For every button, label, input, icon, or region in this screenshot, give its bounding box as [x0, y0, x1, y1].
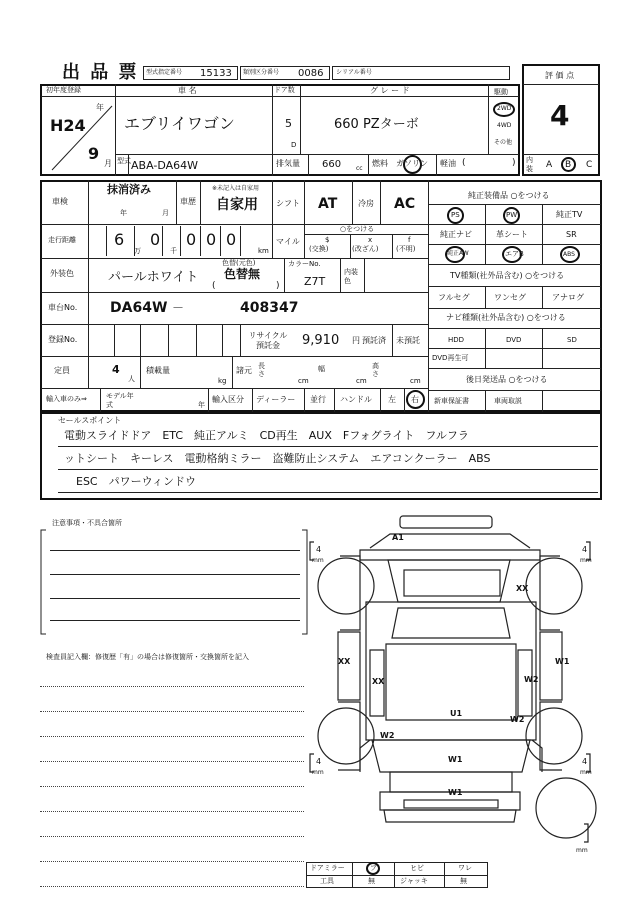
damage-mark-rear-gate: W1 [448, 755, 463, 764]
mileage-modified-mark: x [368, 236, 373, 244]
navi-sd: SD [567, 336, 577, 344]
mileage-digit-1: 6 [114, 230, 125, 249]
eq-pw: PW [506, 211, 518, 219]
interior-a: A [546, 160, 553, 170]
drive-other: その他 [494, 139, 513, 146]
ac-value: AC [394, 196, 416, 212]
navi-title: ナビ種類(社外品含む) ○をつける [446, 313, 566, 322]
model-value: ABA-DA64W [131, 159, 198, 172]
import-type-label: 輸入区分 [212, 395, 244, 404]
damage-mark-left-front-door: XX [338, 657, 351, 666]
mileage-circle-note: ○をつける [340, 225, 375, 233]
seating-label: 定員 [54, 366, 70, 375]
mileage-exchange-mark: $ [325, 236, 330, 244]
category-value: 0086 [298, 68, 324, 79]
tire-rear-left-unit: mm [312, 769, 324, 776]
mileage-exchange-label: (交換) [309, 245, 329, 253]
later-manual: 車両取説 [494, 397, 522, 405]
table-tool-value: 無 [368, 877, 375, 885]
grade-value: 660 PZターボ [334, 117, 419, 132]
mileage-digit-4: 0 [206, 230, 217, 249]
sales-points-line-3: ESC パワーウィンドウ [76, 475, 196, 488]
recycle-label: リサイクル預託金 [248, 331, 288, 350]
mileage-unknown-mark: f [408, 236, 411, 244]
model-designation-label: 型式指定番号 [146, 69, 183, 76]
caution-brackets [40, 528, 310, 640]
mileage-sen-unit: 千 [170, 247, 177, 255]
grade-score-value: 4 [550, 99, 570, 132]
eq-aw: 純正AW [447, 250, 469, 257]
seating-unit: 人 [128, 375, 135, 383]
repaint-value: 色替無 [224, 267, 261, 281]
later-warranty: 新車保証書 [434, 397, 469, 405]
damage-mark-left-rear: W2 [380, 731, 395, 740]
import-year-unit: 年 [198, 401, 205, 409]
table-jack-value: 無 [460, 877, 467, 885]
navi-hdd: HDD [448, 336, 465, 344]
month-unit: 月 [104, 159, 112, 168]
recycle-not-deposited: 未預託 [396, 336, 420, 345]
damage-mark-front-bumper: A1 [392, 533, 404, 542]
eq-ps: PS [451, 211, 460, 219]
model-year-label: モデル年式 [106, 392, 134, 409]
caution-label: 注意事項・不具合箇所 [52, 519, 122, 527]
damage-mark-right-front: XX [516, 584, 529, 593]
navi-dvd: DVD [506, 336, 522, 344]
fuel-paren-open: ( [462, 158, 466, 168]
chassis-number: 408347 [240, 300, 299, 316]
model-label: 型式 [117, 157, 131, 165]
inspection-year-unit: 年 [120, 209, 127, 217]
chassis-dash: － [172, 301, 185, 315]
interior-b: B [565, 160, 572, 170]
table-tool-label: 工具 [320, 877, 334, 885]
drive-label: 駆動 [494, 88, 508, 96]
length-label: 長さ [258, 362, 265, 378]
repaint-paren-open: ( [212, 281, 216, 291]
inspector-label: 検査員記入欄：修復歴「有」の場合は修復箇所・交換箇所を記入 [46, 653, 249, 661]
tire-front-left-value: 4 [316, 545, 322, 554]
sales-points-line-2: ットシート キーレス 電動格納ミラー 盗難防止システム エアコンクーラー ABS [64, 452, 491, 465]
first-reg-month: 9 [88, 144, 100, 163]
mileage-unknown-label: (不明) [396, 245, 416, 253]
first-reg-era: H24 [50, 116, 86, 135]
eq-tv: 純正TV [556, 210, 583, 219]
serial-label: シリアル番号 [336, 69, 372, 76]
displacement-value: 660 [322, 159, 342, 170]
mileage-mile-label: マイル [276, 237, 300, 246]
history-label: 車歴 [180, 197, 196, 206]
history-value: 自家用 [216, 197, 258, 213]
handle-right: 右 [411, 395, 419, 404]
ac-label: 冷房 [358, 199, 374, 208]
color-no-value: Z7T [304, 275, 326, 288]
shift-value: AT [318, 196, 338, 212]
drive-4wd: 4WD [497, 122, 512, 129]
displacement-label: 排気量 [276, 159, 300, 168]
repaint-paren-close: ) [276, 281, 280, 291]
mileage-digit-2: 0 [150, 230, 161, 249]
fuel-label: 燃料 [372, 159, 388, 168]
interior-c: C [586, 160, 593, 170]
damage-mark-right-rear: W2 [510, 715, 525, 724]
grade-label: グ レ ー ド [370, 86, 410, 95]
tire-front-right-value: 4 [582, 545, 588, 554]
inspection-value: 抹消済み [107, 183, 151, 196]
tv-title: TV種類(社外品含む) ○をつける [450, 271, 565, 280]
damage-mark-right-door: W1 [555, 657, 570, 666]
tv-oneseg: ワンセグ [494, 293, 526, 302]
category-label: 類別区分番号 [243, 69, 280, 76]
damage-mark-roof: XX [372, 677, 385, 686]
table-break-label: ワレ [458, 864, 472, 872]
grade-score-label: 評 価 点 [545, 71, 575, 80]
fuel-light-oil: 軽油 [440, 159, 456, 168]
color-no-label: カラーNo. [288, 260, 321, 268]
inspection-label: 車検 [52, 197, 68, 206]
car-name-label: 車 名 [178, 86, 197, 95]
sheet-title: 出 品 票 [62, 62, 139, 83]
exterior-color-label: 外装色 [50, 269, 74, 278]
table-mirror-type: ブ [370, 864, 377, 872]
interior-color-label: 内装色 [344, 268, 358, 285]
fuel-value: ガソリン [396, 159, 428, 168]
chassis-label: 車台No. [48, 303, 78, 312]
width-unit: cm [356, 377, 367, 385]
fuel-gasoline-circle [403, 155, 422, 174]
tire-front-right-unit: mm [580, 557, 592, 564]
mileage-man-unit: 万 [134, 247, 141, 255]
tire-rear-right-value: 4 [582, 757, 588, 766]
displacement-unit: cc [356, 165, 363, 172]
interior-label: 内装 [526, 156, 533, 173]
tire-spare-unit: mm [576, 847, 588, 854]
doors-value: 5 [285, 117, 292, 130]
drive-2wd: 2WD [497, 105, 512, 112]
later-title: 後日発送品 ○をつける [466, 375, 548, 384]
doors-suffix: D [291, 141, 297, 149]
length-unit: cm [298, 377, 309, 385]
tv-fullseg: フルセグ [438, 293, 470, 302]
shift-label: シフト [276, 199, 300, 208]
recycle-unit: 円 [352, 336, 360, 345]
tire-rear-right-unit: mm [580, 769, 592, 776]
car-damage-diagram [300, 510, 610, 880]
height-label: 高さ [372, 362, 379, 378]
dvd-playback-label: DVD再生可 [432, 354, 469, 362]
equipment-title: 純正装備品 ○をつける [468, 191, 550, 200]
table-mirror-label: ドアミラー [310, 864, 345, 872]
doors-label: ドア数 [274, 86, 295, 94]
fuel-paren-close: ) [512, 158, 516, 168]
import-parallel: 並行 [310, 395, 326, 404]
damage-mark-right-slide: W2 [524, 675, 539, 684]
eq-abs: ABS [563, 251, 575, 258]
mileage-label: 走行距離 [48, 236, 76, 244]
inspection-month-unit: 月 [162, 209, 169, 217]
repaint-label: 色替(元色) [222, 259, 256, 267]
eq-navi: 純正ナビ [440, 230, 472, 239]
import-label: 輸入車のみ⇒ [46, 395, 87, 403]
tire-rear-left-value: 4 [316, 757, 322, 766]
load-label: 積載量 [146, 366, 170, 375]
table-crack-label: ヒビ [410, 864, 424, 872]
height-unit: cm [410, 377, 421, 385]
seating-value: 4 [112, 363, 120, 376]
mileage-km-unit: km [258, 247, 269, 255]
eq-airbag: エアB [505, 250, 524, 258]
table-jack-label: ジャッキ [400, 877, 428, 885]
mileage-modified-label: (改ざん) [352, 245, 379, 253]
first-reg-label: 初年度登録 [46, 86, 81, 94]
recycle-value: 9,910 [302, 333, 340, 348]
recycle-deposited: 預託済 [362, 336, 386, 345]
import-dealer: ディーラー [256, 395, 296, 404]
exterior-color-value: パールホワイト [108, 270, 199, 285]
sales-points-line-1: 電動スライドドア ETC 純正アルミ CD再生 AUX Fフォグライト フルフラ [64, 429, 469, 442]
damage-mark-rear-bumper: W1 [448, 788, 463, 797]
eq-sr: SR [566, 230, 577, 239]
model-designation-value: 15133 [200, 68, 232, 79]
car-name-value: エブリイワゴン [124, 114, 235, 133]
load-unit: kg [218, 377, 227, 385]
damage-mark-floor: U1 [450, 709, 463, 718]
chassis-prefix: DA64W [110, 300, 168, 316]
dims-label: 諸元 [236, 366, 252, 375]
history-note: ※未記入は自家用 [212, 185, 260, 192]
year-unit: 年 [96, 103, 104, 112]
handle-left: 左 [388, 395, 396, 404]
registration-label: 登録No. [48, 335, 78, 344]
tire-front-left-unit: mm [312, 557, 324, 564]
handle-label: ハンドル [340, 395, 372, 404]
width-label: 幅 [318, 365, 325, 373]
mileage-digit-5: 0 [226, 230, 237, 249]
tv-analog: アナログ [552, 293, 584, 302]
sales-points-label: セールスポイント [58, 416, 122, 425]
mileage-digit-3: 0 [186, 230, 197, 249]
eq-leather: 革シート [496, 230, 528, 239]
